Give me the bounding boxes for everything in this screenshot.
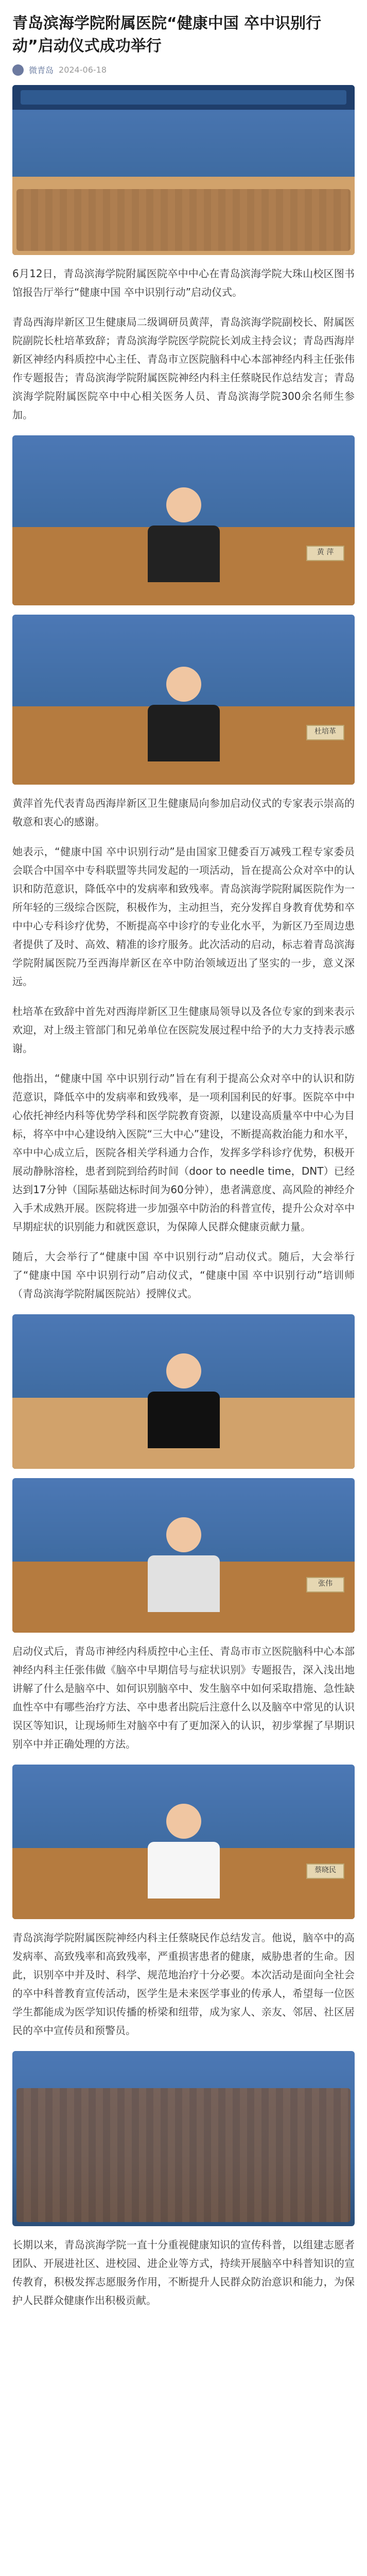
name-card-cai: 蔡晓民 bbox=[306, 1863, 344, 1879]
closing-paragraph: 长期以来，青岛滨海学院一直十分重视健康知识的宣传科普，以组建志愿者团队、开展进社区、进校园、进企业等方式，持续开展脑卒中科普知识的宣传教育，积极发挥志愿服务作用，不断提升人民群众防治意识和能力，为保护人民群众健康作出积极贡献。 bbox=[12, 2239, 355, 2307]
name-card-zhang: 张伟 bbox=[306, 1577, 344, 1592]
author-name[interactable]: 微青岛 bbox=[29, 65, 54, 75]
article-footer bbox=[12, 2321, 355, 2336]
photo-speaker-host bbox=[12, 1314, 355, 1469]
zhang-paragraph: 启动仪式后，青岛市神经内科质控中心主任、青岛市市立医院脑科中心本部神经内科主任张伟做《脑卒中早期信号与症状识别》专题报告，深入浅出地讲解了什么是脑卒中、如何识别脑卒中、发生脑卒中如何采取措施、急性缺血性卒中有哪些治疗方法、卒中患者出院后注意什么以及脑卒中常见的认识误区等知识，让现场师生对脑卒中有了更加深入的认识，初步掌握了早期识别卒中并正确处理的方法。 bbox=[12, 1645, 355, 1750]
article-title: 青岛滨海学院附属医院“健康中国 卒中识别行动”启动仪式成功举行 bbox=[12, 14, 322, 55]
name-card-du: 杜培革 bbox=[306, 725, 344, 740]
photo-meeting-overview bbox=[12, 85, 355, 255]
ceremony-paragraph: 随后，大会举行了“健康中国 卒中识别行动”启动仪式。随后，大会举行了“健康中国 卒中识别行动”启动仪式，“健康中国 卒中识别行动”培训师（青岛滨海学院附属医院站）授牌仪式。 bbox=[12, 1250, 355, 1300]
name-card-huang: 黄 萍 bbox=[306, 546, 344, 561]
photo-speaker-cai bbox=[12, 1765, 355, 1919]
cai-paragraph: 青岛滨海学院附属医院神经内科主任蔡晓民作总结发言。他说，脑卒中的高发病率、高致残率和高致残率，严重损害患者的健康，威胁患者的生命。因此，识别卒中并及时、科学、规范地治疗十分必要。本次活动是面向全社会的卒中科普教育宣传活动，医学生是未来医学事业的传承人，希望每一位医学生都能成为医学知识传播的桥梁和纽带，成为家人、亲友、邻居、社区居民的卒中宣传员和预警员。 bbox=[12, 1931, 355, 2037]
article-meta bbox=[12, 64, 355, 76]
du-remarks-paragraph: 他指出，“健康中国 卒中识别行动”旨在有利于提高公众对卒中的认识和防范意识，降低卒中的发病率和致残率，是一项利国利民的好事。医院卒中中心依托神经内科等优势学科和医学院教育资源，以建设高质量卒中中心为目标，将卒中中心建设纳入医院“三大中心”建设，不断提高救治能力和水平，卒中中心成立后，医院各相关学科通力合作，发挥多学科诊疗优势，积极开展动静脉溶栓，患者到院到给药时间（door to needle time，DNT）已经达到17分钟（国际基础达标时间为60分钟），患者满意度、高风险的神经介入手术成熟开展。医院将进一步加强卒中防治的科普宣传，提升公众对卒中早期症状的识别能力和就医意识，为保障人民群众健康贡献力量。 bbox=[12, 1072, 355, 1233]
author-avatar bbox=[12, 64, 24, 76]
du-paragraph: 杜培革在致辞中首先对西海岸新区卫生健康局领导以及各位专家的到来表示欢迎，对上级主管部门和兄弟单位在医院发展过程中给予的大力支持表示感谢。 bbox=[12, 1005, 355, 1055]
photo-speaker-zhang bbox=[12, 1478, 355, 1633]
attendees-paragraph: 青岛西海岸新区卫生健康局二级调研员黄萍，青岛滨海学院副校长、附属医院副院长杜培革致辞；青岛滨海学院医学院院长刘成主持会议；青岛西海岸新区神经内科质控中心主任、青岛市立医院脑科中心本部神经内科主任张伟作专题报告；青岛滨海学院附属医院神经内科主任蔡晓民作总结发言；青岛滨海学院附属医院卒中中心相关医务人员、青岛滨海学院300余名师生参加。 bbox=[12, 316, 355, 421]
photo-speaker-huang bbox=[12, 435, 355, 605]
article-content bbox=[0, 12, 367, 2336]
intro-paragraph: 6月12日，青岛滨海学院附属医院卒中中心在青岛滨海学院大珠山校区图书馆报告厅举行“健康中国 卒中识别行动”启动仪式。 bbox=[12, 267, 355, 298]
photo-audience bbox=[12, 2051, 355, 2226]
photo-speaker-du bbox=[12, 615, 355, 785]
publish-date: 2024-06-18 bbox=[59, 65, 107, 75]
huang-paragraph: 黄萍首先代表青岛西海岸新区卫生健康局向参加启动仪式的专家表示崇高的敬意和衷心的感谢。 bbox=[12, 797, 355, 828]
article-page bbox=[0, 12, 367, 2336]
huang-remarks-paragraph: 她表示，“健康中国 卒中识别行动”是由国家卫健委百万减残工程专家委员会联合中国卒中专科联盟等共同发起的一项活动，旨在提高公众对卒中的认识和防范意识，降低卒中的发病率和致残率。青岛滨海学院附属医院作为一所年轻的三级综合医院，积极作为，主动担当，充分发挥自身教育优势和卒中中心专科诊疗优势，不断提高卒中诊疗的专业化水平，为新区乃至周边患者提供了及时、高效、精准的诊疗服务。此次活动的启动，标志着青岛滨海学院附属医院乃至西海岸新区在卒中防治领域迈出了坚实的一步，意义深远。 bbox=[12, 845, 355, 988]
